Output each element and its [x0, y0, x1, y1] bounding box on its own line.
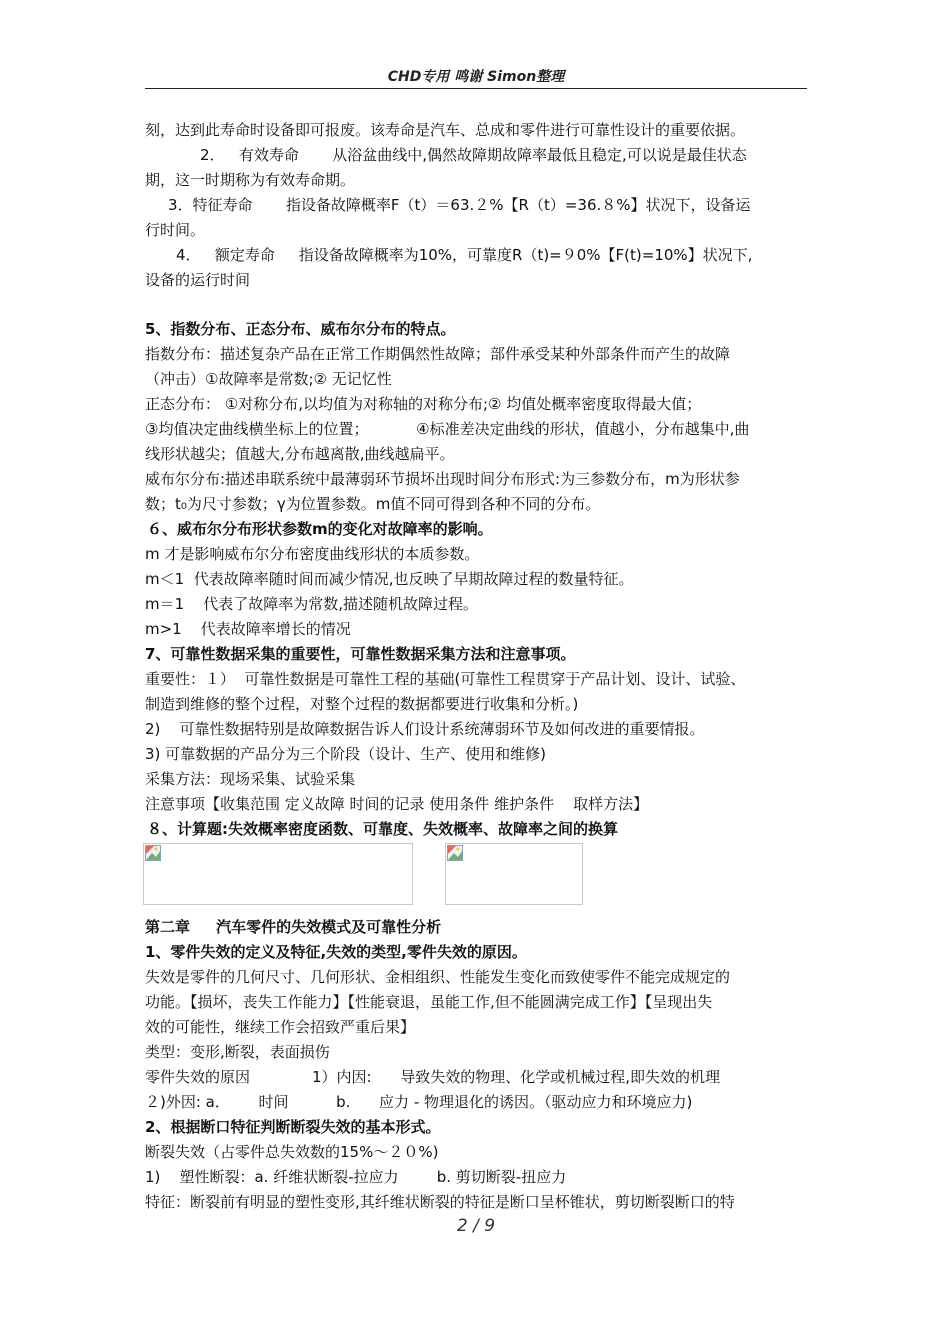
header-rule	[145, 88, 807, 89]
text-line: m＜1 代表故障率随时间而减少情况,也反映了早期故障过程的数量特征。	[145, 570, 634, 588]
text-line: 特征：断裂前有明显的塑性变形,其纤维状断裂的特征是断口呈杯锥状，剪切断裂断口的特	[145, 1193, 735, 1211]
text-line: 数；t₀为尺寸参数；γ为位置参数。m值不同可得到各种不同的分布。	[145, 495, 601, 513]
chapter-heading: 第二章 汽车零件的失效模式及可靠性分析	[145, 918, 442, 936]
section-heading: ８、计算题:失效概率密度函数、可靠度、失效概率、故障率之间的换算	[147, 820, 619, 838]
text-line: 期，这一时期称为有效寿命期。	[145, 171, 356, 189]
text-line: 2． 有效寿命 从浴盆曲线中,偶然故障期故障率最低且稳定,可以说是最佳状态	[200, 146, 747, 164]
text-line: 线形状越尖；值越大,分布越离散,曲线越扁平。	[145, 445, 455, 463]
text-line: 设备的运行时间	[145, 271, 251, 289]
text-line: 制造到维修的整个过程，对整个过程的数据都要进行收集和分析。)	[145, 695, 579, 713]
text-line: 重要性：１） 可靠性数据是可靠性工程的基础(可靠性工程贯穿于产品计划、设计、试验、	[145, 670, 746, 688]
section-heading: ６、威布尔分布形状参数m的变化对故障率的影响。	[147, 520, 493, 538]
text-line: 断裂失效（占零件总失效数的15%～２０%)	[145, 1143, 439, 1161]
text-line: m＝1 代表了故障率为常数,描述随机故障过程。	[145, 595, 478, 613]
section-heading: 1、零件失效的定义及特征,失效的类型,零件失效的原因。	[145, 943, 527, 961]
text-line: 失效是零件的几何尺寸、几何形状、金相组织、性能发生变化而致使零件不能完成规定的	[145, 968, 731, 986]
text-line: 4． 额定寿命 指设备故障概率为10%，可靠度R（t)=９0%【F(t)=10%】状况下,	[176, 246, 753, 264]
page-number: 2 / 9	[456, 1216, 496, 1236]
text-line: 2) 可靠性数据特别是故障数据告诉人们设计系统薄弱环节及如何改进的重要情报。	[145, 720, 705, 738]
text-line: 行时间。	[145, 221, 206, 239]
text-line: m>1 代表故障率增长的情况	[145, 620, 351, 638]
section-heading: 5、指数分布、正态分布、威布尔分布的特点。	[145, 320, 456, 338]
text-line: 零件失效的原因 1）内因: 导致失效的物理、化学或机械过程,即失效的机理	[145, 1068, 720, 1086]
text-line: ③均值决定曲线横坐标上的位置； ④标准差决定曲线的形状，值越小，分布越集中,曲	[145, 420, 750, 438]
image-placeholder	[143, 843, 413, 905]
text-line: 3) 可靠数据的产品分为三个阶段（设计、生产、使用和维修)	[145, 745, 547, 763]
text-line: 刻，达到此寿命时设备即可报废。该寿命是汽车、总成和零件进行可靠性设计的重要依据。	[145, 121, 746, 139]
text-line: 3．特征寿命 指设备故障概率F（t）＝63.２%【R（t）=36.８%】状况下，设备运	[168, 196, 751, 214]
text-line: 正态分布： ①对称分布,以均值为对称轴的对称分布;② 均值处概率密度取得最大值；	[145, 395, 702, 413]
text-line: m 才是影响威布尔分布密度曲线形状的本质参数。	[145, 545, 480, 563]
text-line: （冲击）①故障率是常数;② 无记忆性	[145, 370, 392, 388]
text-line: 指数分布：描述复杂产品在正常工作期偶然性故障；部件承受某种外部条件而产生的故障	[145, 345, 731, 363]
image-placeholder	[445, 843, 583, 905]
page-header: CHD专用 鸣谢 Simon整理	[387, 69, 565, 85]
text-line: 采集方法：现场采集、试验采集	[145, 770, 356, 788]
section-heading: 7、可靠性数据采集的重要性，可靠性数据采集方法和注意事项。	[145, 645, 576, 663]
section-heading: 2、根据断口特征判断断裂失效的基本形式。	[145, 1118, 441, 1136]
text-line: 功能。【损坏，丧失工作能力】【性能衰退，虽能工作,但不能圆满完成工作】【呈现出失	[145, 993, 713, 1011]
text-line: 1) 塑性断裂：a. 纤维状断裂-拉应力 b. 剪切断裂-扭应力	[145, 1168, 567, 1186]
text-line: 注意事项【收集范围 定义故障 时间的记录 使用条件 维护条件 取样方法】	[145, 795, 649, 813]
text-line: 效的可能性，继续工作会招致严重后果】	[145, 1018, 416, 1036]
broken-image-icon	[145, 845, 161, 861]
text-line: 威布尔分布:描述串联系统中最薄弱环节损坏出现时间分布形式:为三参数分布，m为形状参	[145, 470, 740, 488]
broken-image-icon	[447, 845, 463, 861]
text-line: ２)外因: a． 时间 b. 应力 - 物理退化的诱因。（驱动应力和环境应力)	[145, 1093, 693, 1111]
text-line: 类型：变形,断裂，表面损伤	[145, 1043, 330, 1061]
